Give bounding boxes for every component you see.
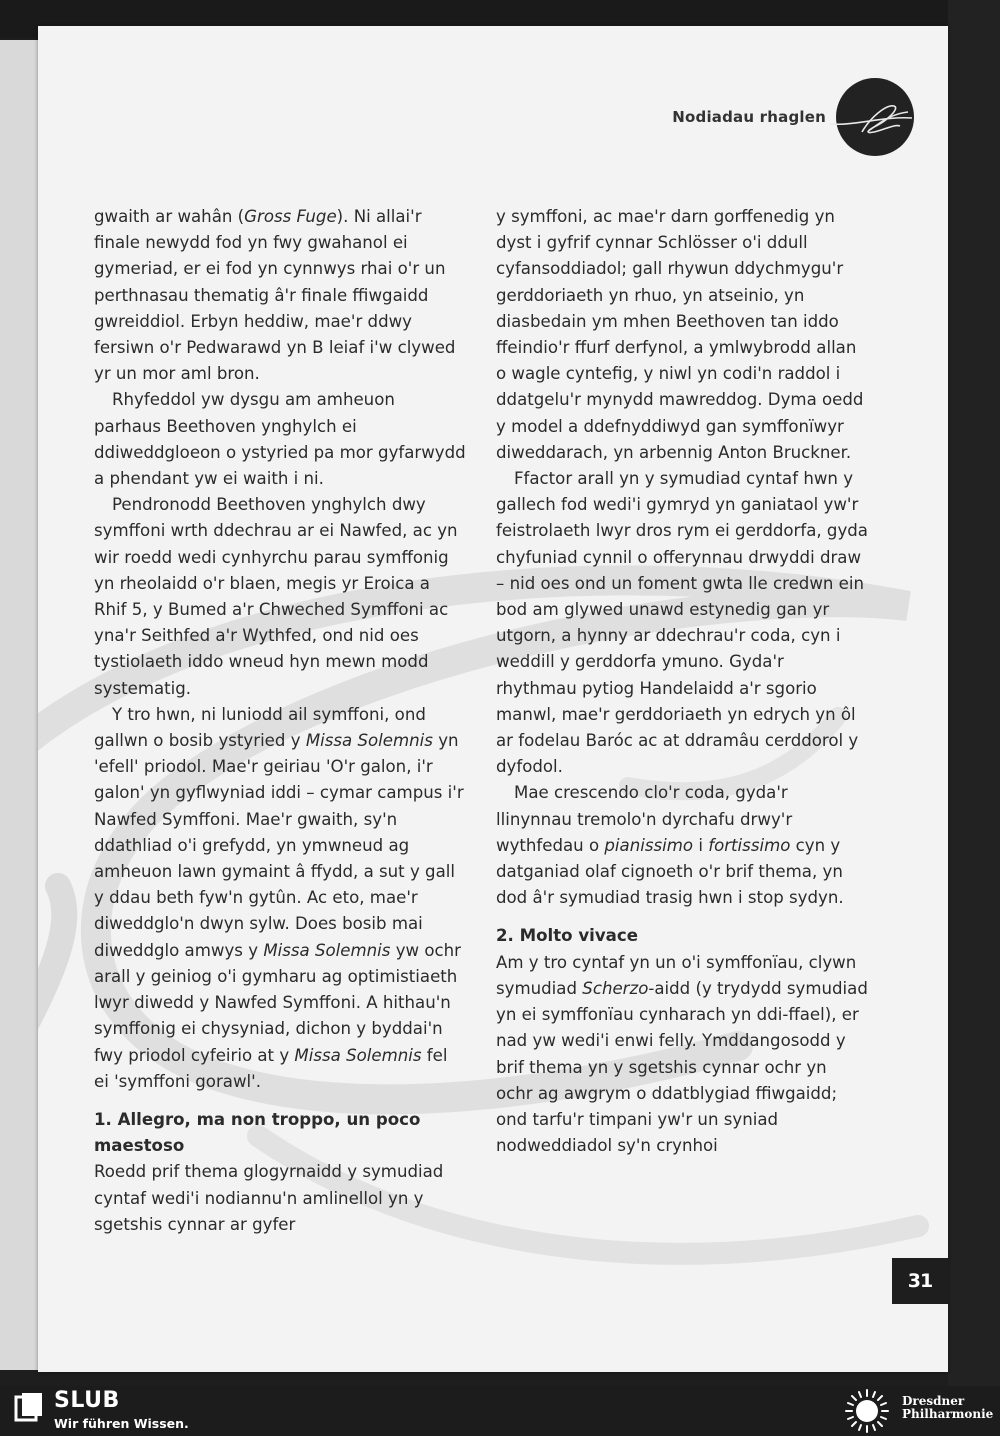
slub-logo-icon xyxy=(14,1392,44,1422)
partner-name: Dresdner Philharmonie xyxy=(902,1394,994,1421)
paragraph: Roedd prif thema glogyrnaidd y symudiad cyntaf wedi'i nodiannu'n amlinellol yn y sgetshis cynnar ar gyfer xyxy=(94,1162,444,1234)
text-column-left xyxy=(94,204,466,1238)
movement-heading: 2. Molto vivace xyxy=(496,926,638,946)
text-column-right xyxy=(496,204,868,1159)
signature-icon xyxy=(836,78,914,156)
document-page xyxy=(38,26,948,1372)
previous-page-edge xyxy=(0,40,42,1370)
section-title: Nodiadau rhaglen xyxy=(672,108,826,126)
paragraph: Am y tro cyntaf yn un o'i symffonïau, clywn symudiad Scherzo-aidd (y trydydd symudiad yn ei symffonïau cynharach yn ddi-ffael), er nad yw wedi'i enwi felly. Ymddangosodd y brif thema yn y sgetshis cynnar ochr yn ochr ag awgrym o ddatblygiad ffiwgaidd; ond tarfu'r timpani yw'r un syniad nodweddiadol sy'n crynhoi xyxy=(496,952,868,1156)
movement-heading: 1. Allegro, ma non troppo, un poco maestoso xyxy=(94,1109,421,1156)
paragraph: Mae crescendo clo'r coda, gyda'r llinynnau tremolo'n dyrchafu drwy'r wythfedau o pianissimo i fortissimo cyn y datganiad olaf cignoeth o'r brif thema, yn dod â'r symudiad trasig hwn i stop sydyn. xyxy=(496,783,844,908)
page-number: 31 xyxy=(892,1258,948,1304)
paragraph: gwaith ar wahân (Gross Fuge). Ni allai'r finale newydd fod yn fwy gwahanol ei gymeriad, er ei fod yn cynnwys rhai o'r un perthnasau thematig â'r finale ffiwgaidd gwreiddiol. Erbyn heddiw, mae'r ddwy fersiwn o'r Pedwarawd yn B leiaf i'w clywed yr un mor aml bron. xyxy=(94,207,456,384)
paragraph: Pendronodd Beethoven ynghylch dwy symffoni wrth ddechrau ar ei Nawfed, ac yn wir roedd wedi cynhyrchu parau symffonig yn rheolaidd o'r blaen, megis yr Eroica a Rhif 5, y Bumed a'r Chweched Symffoni ac yna'r Seithfed a'r Wythfed, ond nid oes tystiolaeth iddo wneud hyn mewn modd systematig. xyxy=(94,495,458,698)
slub-tagline: Wir führen Wissen. xyxy=(54,1416,189,1431)
paragraph: Rhyfeddol yw dysgu am amheuon parhaus Beethoven ynghylch ei ddiweddgloeon o ystyried pa mor gyfarwydd a phendant yw ei waith i ni. xyxy=(94,390,466,489)
slub-name: SLUB xyxy=(54,1388,120,1413)
paragraph: Ffactor arall yn y symudiad cyntaf hwn y gallech fod wedi'i gymryd yn ganiataol yw'r feistrolaeth lwyr dros rym ei gerddorfa, gyda chyfuniad cynnil o offerynnau drwyddi draw – nid oes ond un foment gwta lle credwn ein bod am glywed unawd estynedig gan yr utgorn, a hynny ar ddechrau'r coda, cyn i weddill y gerddorfa ymuno. Gyda'r rhythmau pytiog Handelaidd a'r sgorio manwl, mae'r gerddoriaeth yn edrych yn ôl ar fodelau Baróc ac at ddramâu cerddorol y dyfodol. xyxy=(496,469,868,777)
footer-bar xyxy=(0,1386,1000,1436)
paragraph: y symffoni, ac mae'r darn gorffenedig yn dyst i gyfrif cynnar Schlösser o'i ddull cyfansoddiadol; gall rhywun ddychmygu'r gerddoriaeth yn rhuo, yn atseinio, yn diasbedain ym mhen Beethoven tan iddo ffeindio'r ffurf derfynol, a ymlwybrodd allan o wagle cyntefig, y niwl yn codi'n raddol i ddatgelu'r mynydd mawreddog. Dyma oedd y model a ddefnyddiwyd gan symffonïwyr diweddarach, yn arbennig Anton Bruckner. xyxy=(496,207,864,462)
paragraph: Y tro hwn, ni luniodd ail symffoni, ond gallwn o bosib ystyried y Missa Solemnis yn 'efell' priodol. Mae'r geiriau 'O'r galon, i'r galon' yn gyflwyniad iddi – cymar campus i'r Nawfed Symffoni. Mae'r gwaith, sy'n ddathliad o'i grefydd, yn ymwneud ag amheuon lawn gymaint â ffydd, a sut y gall y ddau beth fyw'n gytûn. Ac eto, mae'r diweddglo'n dwyn sylw. Does bosib mai diweddglo amwys y Missa Solemnis yw ochr arall y geiniog o'i gymharu ag optimistiaeth lwyr diwedd y Nawfed Symffoni. A hithau'n symffonig ei chysyniad, dichon y byddai'n fwy priodol cyfeirio at y Missa Solemnis fel ei 'symffoni gorawl'. xyxy=(94,704,464,1091)
scan-border-right xyxy=(948,0,1000,1386)
philharmonie-logo-icon xyxy=(842,1388,892,1434)
page-header xyxy=(672,78,914,156)
